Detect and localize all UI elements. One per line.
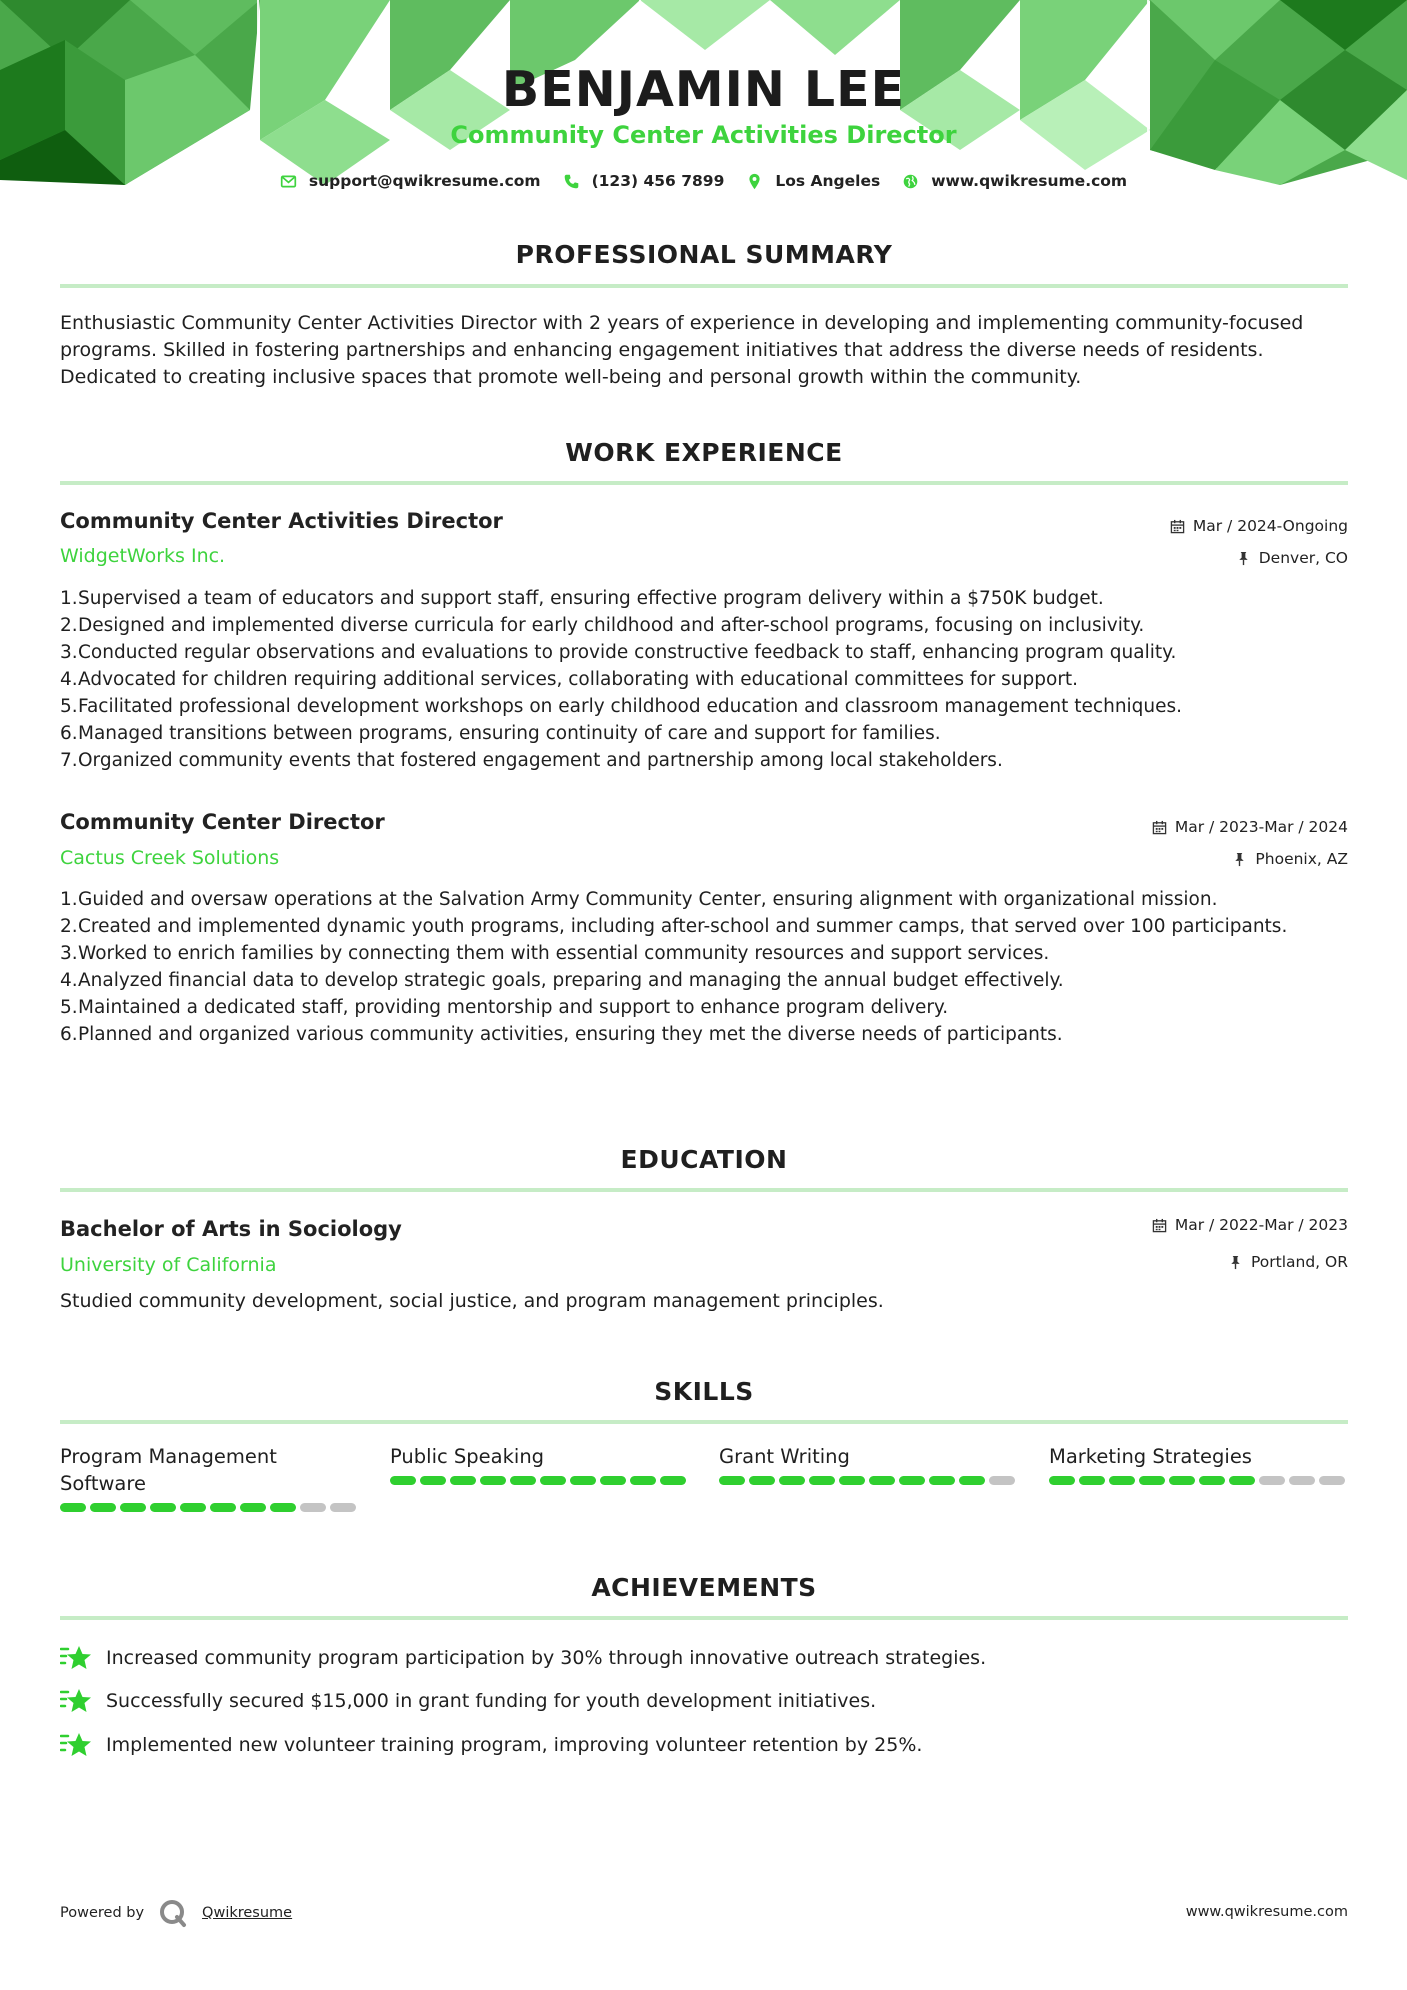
- education-dates-text: Mar / 2022-Mar / 2023: [1174, 1216, 1348, 1234]
- school-name: University of California: [60, 1254, 277, 1276]
- skill-level-segment: [869, 1476, 895, 1485]
- job-dates: [1152, 816, 1348, 838]
- achievements-divider: [60, 1616, 1348, 1620]
- skill-level-segment: [989, 1476, 1015, 1485]
- job-location: [1232, 848, 1348, 870]
- skill-level-segment: [929, 1476, 955, 1485]
- achievement-item: [60, 1730, 1350, 1760]
- skill-level-segment: [600, 1476, 626, 1485]
- skill-level-segment: [390, 1476, 416, 1485]
- skill-level-bar: [719, 1476, 1019, 1485]
- pushpin-icon: [1232, 852, 1247, 867]
- skill-item: [719, 1443, 1019, 1485]
- contact-website[interactable]: [902, 172, 1127, 190]
- experience-heading: WORK EXPERIENCE: [565, 438, 843, 467]
- list-item: 4. Advocated for children requiring additional services, collaborating with educational committees for support.: [60, 669, 1079, 690]
- skill-level-segment: [420, 1476, 446, 1485]
- skill-level-segment: [749, 1476, 775, 1485]
- skill-name: Grant Writing: [719, 1445, 850, 1468]
- education-heading: EDUCATION: [620, 1145, 788, 1174]
- contact-phone[interactable]: [563, 172, 725, 190]
- skills-heading: SKILLS: [654, 1377, 754, 1406]
- contact-location: [746, 172, 880, 190]
- skill-level-segment: [480, 1476, 506, 1485]
- job-bullets: [60, 585, 1360, 774]
- star-icon: [60, 1643, 92, 1673]
- skill-level-segment: [1289, 1476, 1315, 1485]
- education-description: Studied community development, social justice, and program management principles.: [60, 1290, 884, 1312]
- education-location-text: Portland, OR: [1250, 1253, 1348, 1271]
- skills-list: [60, 1443, 1350, 1533]
- list-item: 2. Created and implemented dynamic youth programs, including after-school and summer camps, that served over 100 participants.: [60, 916, 1288, 937]
- skill-name: Marketing Strategies: [1049, 1445, 1252, 1468]
- candidate-role: Community Center Activities Director: [450, 121, 957, 149]
- skill-name: Program Management Software: [60, 1445, 277, 1495]
- contact-phone-text: (123) 456 7899: [591, 172, 725, 190]
- qwikresume-logo-icon: [158, 1898, 188, 1928]
- job-title: Community Center Activities Director: [60, 509, 503, 533]
- skill-level-segment: [1139, 1476, 1165, 1485]
- skill-level-segment: [150, 1503, 176, 1512]
- job-dates-text: Mar / 2023-Mar / 2024: [1174, 818, 1348, 836]
- skill-level-segment: [210, 1503, 236, 1512]
- job-dates-text: Mar / 2024-Ongoing: [1192, 517, 1348, 535]
- skill-item: [390, 1443, 690, 1485]
- list-item: 6. Managed transitions between programs, ensuring continuity of care and support for families.: [60, 723, 941, 744]
- skill-level-segment: [1109, 1476, 1135, 1485]
- skill-level-segment: [570, 1476, 596, 1485]
- list-item: 1. Supervised a team of educators and support staff, ensuring effective program delivery within a $750K budget.: [60, 588, 1104, 609]
- star-icon: [60, 1730, 92, 1760]
- education-divider: [60, 1188, 1348, 1192]
- achievement-item: [60, 1643, 1350, 1673]
- pushpin-icon: [1236, 551, 1251, 566]
- skill-level-segment: [1049, 1476, 1075, 1485]
- globe-icon: [902, 173, 919, 190]
- skill-level-segment: [1259, 1476, 1285, 1485]
- skill-level-segment: [180, 1503, 206, 1512]
- summary-heading: PROFESSIONAL SUMMARY: [515, 240, 893, 269]
- list-item: 3. Conducted regular observations and evaluations to provide constructive feedback to staff, enhancing program quality.: [60, 642, 1177, 663]
- summary-divider: [60, 284, 1348, 288]
- skill-level-segment: [1319, 1476, 1345, 1485]
- skill-level-segment: [270, 1503, 296, 1512]
- job-bullets: [60, 886, 1360, 1048]
- job-company: WidgetWorks Inc.: [60, 545, 226, 567]
- skill-level-segment: [510, 1476, 536, 1485]
- list-item: 4. Analyzed financial data to develop strategic goals, preparing and managing the annual budget effectively.: [60, 970, 1064, 991]
- skill-name: Public Speaking: [390, 1445, 545, 1468]
- brand-link[interactable]: Qwikresume: [202, 1905, 293, 1921]
- skill-level-bar: [1049, 1476, 1349, 1485]
- achievements-heading: ACHIEVEMENTS: [591, 1573, 817, 1602]
- experience-divider: [60, 481, 1348, 485]
- skill-level-segment: [120, 1503, 146, 1512]
- job-location: [1236, 547, 1348, 569]
- list-item: 5. Maintained a dedicated staff, providing mentorship and support to enhance program delivery.: [60, 997, 949, 1018]
- achievement-text: Implemented new volunteer training program, improving volunteer retention by 25%.: [106, 1733, 923, 1756]
- skill-level-segment: [1199, 1476, 1225, 1485]
- list-item: 7. Organized community events that fostered engagement and partnership among local stakeholders.: [60, 750, 1003, 771]
- calendar-icon: [1170, 519, 1185, 534]
- candidate-name: BENJAMIN LEE: [501, 61, 906, 118]
- list-item: 1. Guided and oversaw operations at the Salvation Army Community Center, ensuring alignment with organizational mission.: [60, 889, 1218, 910]
- phone-icon: [563, 173, 580, 190]
- achievement-item: [60, 1686, 1350, 1716]
- map-pin-icon: [746, 173, 763, 190]
- list-item: 5. Facilitated professional development workshops on early childhood education and classroom management techniques.: [60, 696, 1183, 717]
- contact-location-text: Los Angeles: [775, 172, 881, 190]
- calendar-icon: [1152, 820, 1167, 835]
- contact-website-text: www.qwikresume.com: [931, 172, 1128, 190]
- skill-level-segment: [839, 1476, 865, 1485]
- list-item: 6. Planned and organized various community activities, ensuring they met the diverse needs of participants.: [60, 1024, 1063, 1045]
- achievement-text: Successfully secured $15,000 in grant funding for youth development initiatives.: [106, 1689, 877, 1712]
- skill-level-segment: [630, 1476, 656, 1485]
- envelope-icon: [280, 173, 297, 190]
- skill-level-segment: [899, 1476, 925, 1485]
- skill-level-bar: [390, 1476, 690, 1485]
- footer-website[interactable]: www.qwikresume.com: [1185, 1904, 1348, 1920]
- pushpin-icon: [1228, 1255, 1243, 1270]
- skill-level-segment: [540, 1476, 566, 1485]
- summary-text: Enthusiastic Community Center Activities Director with 2 years of experience in developing and implementing community-focused programs. Skilled in fostering partnerships and enhancing engagement initiatives that address the diverse needs of residents. Dedicated to creating inclusive spaces that promote well-being and personal growth within the community.: [60, 312, 1304, 388]
- skill-item: [1049, 1443, 1349, 1485]
- education-dates: [1152, 1214, 1348, 1236]
- skill-level-segment: [660, 1476, 686, 1485]
- skill-level-segment: [779, 1476, 805, 1485]
- list-item: 3. Worked to enrich families by connecting them with essential community resources and support services.: [60, 943, 1050, 964]
- skill-level-segment: [1169, 1476, 1195, 1485]
- star-icon: [60, 1686, 92, 1716]
- skill-level-segment: [450, 1476, 476, 1485]
- degree-title: Bachelor of Arts in Sociology: [60, 1217, 402, 1241]
- skill-level-segment: [240, 1503, 266, 1512]
- skill-level-segment: [719, 1476, 745, 1485]
- contact-email-text: support@qwikresume.com: [308, 172, 541, 190]
- skill-level-segment: [90, 1503, 116, 1512]
- job-dates: [1170, 515, 1348, 537]
- skill-item: [60, 1443, 360, 1512]
- footer-powered-by: [60, 1898, 292, 1928]
- skill-level-segment: [1079, 1476, 1105, 1485]
- achievement-text: Increased community program participation by 30% through innovative outreach strategies.: [106, 1646, 987, 1669]
- skill-level-segment: [1229, 1476, 1255, 1485]
- skill-level-segment: [809, 1476, 835, 1485]
- job-company: Cactus Creek Solutions: [60, 847, 280, 869]
- job-location-text: Phoenix, AZ: [1255, 850, 1348, 868]
- job-title: Community Center Director: [60, 810, 385, 834]
- skill-level-bar: [60, 1503, 360, 1512]
- contact-bar: [0, 172, 1407, 190]
- calendar-icon: [1152, 1218, 1167, 1233]
- job-location-text: Denver, CO: [1258, 549, 1348, 567]
- powered-by-label: Powered by: [60, 1905, 145, 1921]
- list-item: 2. Designed and implemented diverse curricula for early childhood and after-school programs, focusing on inclusivity.: [60, 615, 1145, 636]
- education-location: [1228, 1251, 1348, 1273]
- skill-level-segment: [300, 1503, 326, 1512]
- contact-email[interactable]: [280, 172, 541, 190]
- skill-level-segment: [60, 1503, 86, 1512]
- skill-level-segment: [330, 1503, 356, 1512]
- skills-divider: [60, 1420, 1348, 1424]
- skill-level-segment: [959, 1476, 985, 1485]
